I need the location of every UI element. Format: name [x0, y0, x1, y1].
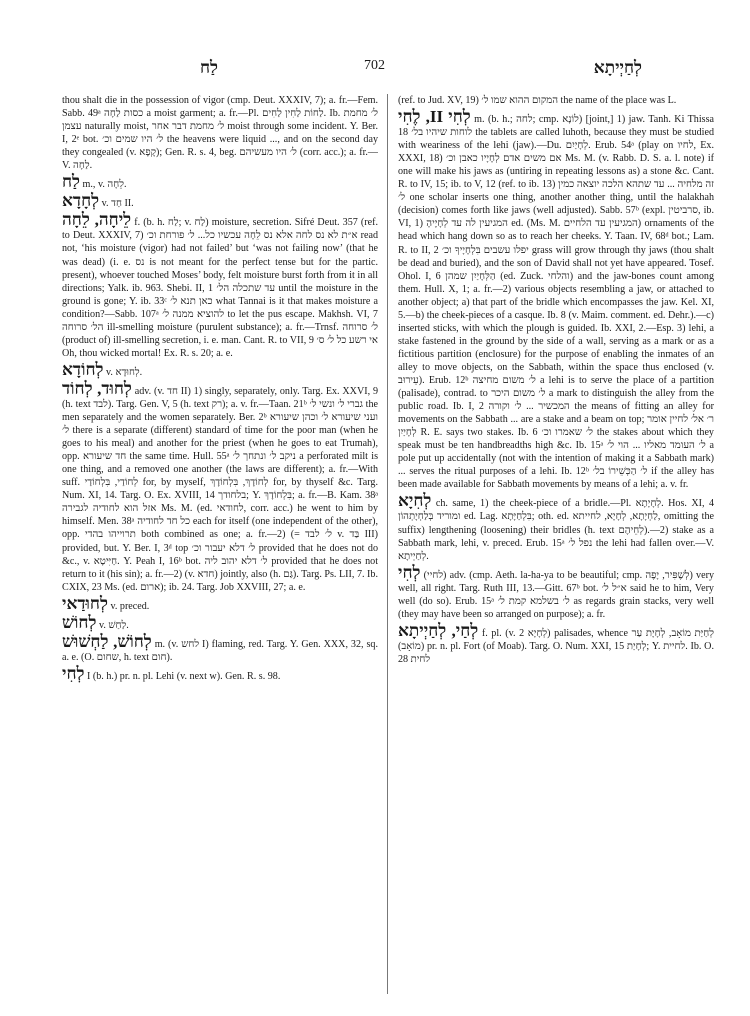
entry-headword: לְחוֹשׁ, לַחְשׁוּשׁ	[62, 631, 152, 651]
dictionary-entry	[62, 359, 378, 379]
entry-headword: לְחָדָא	[62, 191, 100, 211]
entry-text: f. pl. (v. לְחָיָא 2) palisades, whence לְחַיַּת מוֹאָב, לְחָיָת עַר (מוֹאָב) pr. n. pl. Fort (of Moab). Targ. O. Num. XXI, 15 לְחָיַת; Y. לחיית. Ib. O. 28 לחית	[398, 627, 714, 665]
dictionary-entry	[398, 109, 714, 491]
entry-text: v. לְחוּדָא.	[106, 366, 143, 378]
entry-headword: לְחִיָא	[398, 491, 432, 511]
entry-text: f. (b. h. לַח; v. לַח) moisture, secretion. Sifré Deut. 357 (ref. to Deut. XXXIV, 7) א״ת לא נס לחה אלא נס לֵחָה עכשיו כל... ל׳ פורחת וכ׳ read not, ‘his moisture (vigor) had not failed’ but ‘was not failing now’ (that he was dead) (i. e. נס is not meant for the perfect tense but for the partic. present), whoever touched Moses’ body, felt moisture burst forth from it in all directions; Yalk. ib. 963. Shebi. II, 1 עד שתכלה הל׳ until the moisture in the ground is gone; Y. ib. 33ᶜ כאן תנא ל׳ what Tannai is it that makes moisture a condition?—Sabb. 107ᵃ להוציא ממנה ל׳ to let the pus escape. Makhsh. VI, 7 הל׳ סרוחה ill-smelling moisture (purulent substance); a. fr.—Trnsf. ל׳ סרוחה (product of) ill-smelling secretion, i. e. man. Cant. R. to VII, 9 אי רשע כל ל׳ ס׳ Oh, thou wicked mortal! Ex. R. s. 20; a. e.	[62, 217, 378, 359]
page-number: 702	[364, 58, 385, 73]
entry-text: (לחיי) adv. (cmp. Aeth. la-ha-ya to be beautiful; cmp. לְשֶׁפִּיר, יָפֶה) very well, all right. Targ. Ruth III, 13.—Gitt. 67ᵇ bot. א״ל ל׳ said he to him, Very well (do so). Erub. 15ᵃ ל׳ בשלמא קמת ל׳ as regards grain stacks, very well (they may have been so arranged on purpose); a. fr.	[398, 569, 714, 620]
dictionary-entry	[398, 562, 714, 621]
entry-headword: לְחַי, לְחַיְיתָא	[398, 620, 479, 640]
dictionary-entry	[62, 212, 378, 360]
entry-headword: לְחִי	[398, 562, 421, 582]
entry-text: ch. same, 1) the cheek-piece of a bridle.—Pl. לְחָיָתָא. Hos. XI, 4 ומוריד בְּלַחְיָתְהוֹן ed. Lag. בִּלְחַיָּתָא; oth. ed. לַחְיָתָא, לְחָיָא, לחייתא, omitting the suffix) lengthening (loosening) their bridles (h. text לְחֵיהֶם).—2) stake as a Sabbath mark, lehi, v. preced. Erub. 15ᵃ נפל ל׳ the lehi had fallen over.—V. לְחַיְיתָא.	[398, 498, 714, 562]
dictionary-entry	[398, 94, 714, 107]
left-column	[62, 94, 378, 999]
dictionary-entry	[62, 94, 378, 172]
page-header	[62, 58, 722, 82]
entry-text: v. לַחַשׁ.	[98, 619, 129, 631]
entry-text: I (b. h.) pr. n. pl. Lehi (v. next w). Gen. R. s. 98.	[87, 670, 281, 682]
entry-headword: לַח	[62, 172, 81, 192]
entry-headword: לְחִי II, לֶחִי	[398, 107, 471, 127]
entry-text: (ref. to Jud. XV, 19) המקום ההוא שמו ל׳ the name of the place was L.	[398, 95, 677, 106]
dictionary-entry	[62, 193, 378, 210]
dictionary-entry	[62, 631, 378, 664]
dictionary-entry	[398, 493, 714, 562]
entry-text: v. חַד II.	[101, 198, 134, 210]
entry-text: m. (v. לחש I) flaming, red. Targ. Y. Gen. XXX, 32, sq. a. e. (O. שחום, h. text חום).	[62, 638, 378, 663]
dictionary-entry	[62, 612, 378, 632]
entry-text: m. (b. h.; לחה; cmp. לוֹנָא) [joint,] 1) jaw. Tanh. Ki Thissa 18 לוחות שיהיו בל׳ the tablets are called luhoth, because they must be studied with weariness of the lehi (jaw).—Du. לְחָיַיִם. Erub. 54ᵃ (play on לחיו, Ex. XXXI, 18) אם משים אדם לְחָיָיו כאבן וכ׳ Ms. M. (v. Rabb. D. S. a. l. note) if one will make his jaws as (untiring in repeating lessons as) a stone &c. Cant. R. to IV, 15; ib. to V, 12 (ref. to ib. 13) זה מלחיה ... עד שתהא הלכה יוצאה כמין ל׳ one scholar inserts one thing, another another thing, until the halakhah (decision) comes forth like jaws (well adjusted). Sabb. 57ᵇ (expl. סרביטין, ib. VI, 1) המגיעין לה עד לְחָיֶיהָ ed. (Ms. M. המגיעין עד הלחיים) ornaments of the head which hang down so as to reach her cheeks. Y. Taan. IV, 68ᵈ bot.; Lam. R. to II, 2 יפלו עשבים בִּלְחָיָיךָ וכ׳ grass will grow through thy jaws (thou shalt be dead and buried), and the son of David shall not yet have appeared. Tosef. Ohol. I, 6 הַלְּחָיַיִן שמהן (ed. Zuck. והלחי) and the jaw-bones count among them. Hull. X, 1; a. fr.—2) various objects resembling a jaw, or attached to another object; a) that part of the bridle which encompasses the jaw. Kel. XI, 5.—b) the cheek-pieces of a casque. Ib. 8 (v. Maim. comment. ed. Dehr.).—c) inserted sticks, with which the plough is guided. Ib. XXI, 2.—Esp. 3) lehi, a stake fastened in the ground by the side of a wall, serving as a mark or as a fictitious partition (enclosure) for the purpose of enabling the inmates of an alley to move objects, on the Sabbath, within the space thus enclosed (v. עֵירוּב). Erub. 12ᵇ ל׳ משום מחיצה a lehi is to serve the place of a partition (palisade), contrad. to ל׳ משום היכר a mark to distinguish the alley from the public road. Ib. I, 2 המכשיר ... ל׳ וקורה the means of fitting an alley for movements on the Sabbath ... are a stake and a beam on top; ר׳ אל׳ לחיין אומר לְחָיַיִן R. E. says two stakes. Ib. 6 ל׳ שאמרו וכ׳ the stakes about which they speak must be ten handbreadths high &c. Ib. 15ᵃ ל׳ העומד מאליו ... הוי ל׳ a pole put up accidentally (not with the intention of making it a Sabbath mark) ... serves the ritual purposes of a lehi. Ib. 12ᵇ ל׳ הַכְּשֵׁירוֹ בל׳ if the alley has been made available for Sabbath movements by means of a lehi; a. v. fr.	[398, 114, 714, 491]
entry-text: adv. (v. חד II) 1) singly, separately, only. Targ. Ex. XXVI, 9 (h. text לבד). Targ. Gen. V, 5 (h. text רק); a. v. fr.—Taan. 21ᵇ גברי ל׳ ונשי ל׳ the men separately and the women separately. Ber. 2ᵇ ועני שיעורא ל׳ וכהן שיעורא ל׳ there is a separate (different) standard of time for the poor man (when he goes to his meal) and another for the priest (when he goes to eat Trumah), opp. חד שיעורא the same time. Hull. 55ᵃ ניקב ל׳ ונתחך ל׳ a perforated milt is one thing, and a removed one another (the laws are different); a. fr.—With suff. לְחוֹדַי, בִּלְחוֹדַי for, by myself, לְחוֹדָךְ, בִּלְחוֹדָךְ for, by thyself &c. Targ. Num. XI, 14. Targ. O. Ex. XVIII, 14 בלחודך; Y. בִּלְחוֹדָךְ; a. fr.—B. Kam. 38ᵃ אזל הוא לחודיה לגבירה Ms. M. (ed. לחודאי, corr. acc.) he went to him by himself. Men. 38ᵃ כל חד לחודיה each for itself (one independent of the other), opp. תרוייהו בהדי both combined as one; a. fr.—2) (= ל׳ לבד v. בַּד III) provided, but. Y. Ber. I, 3ᵈ top ל׳ דלא יעבור וכ׳ provided that he does not do &c., v. חַיִּיטָא. Y. Peah I, 16ᵇ bot. ל׳ דלא יהוב ליה provided that he does not return to it (his sin); a. fr.—2) (v. חדא) jointly, also (h. גַּם). Targ. Ps. LII, 7. Ib. CXIX, 23 Ms. (ed. ארום); ib. 24. Targ. Job XXVIII, 27; a. e.	[62, 385, 378, 593]
dictionary-entry	[62, 378, 378, 594]
entry-text: m., v. לֵחָה.	[82, 179, 127, 191]
dictionary-entry	[62, 663, 378, 683]
entry-text: v. preced.	[110, 600, 150, 612]
entry-headword: לְחוּד, לְחוֹד	[62, 378, 132, 398]
entry-text: thou shalt die in the possession of vigor (cmp. Deut. XXXIV, 7); a. fr.—Fem. Sabb. 49ᵃ כסות לַחָה a moist garment; a. fr.—Pl. לַחוֹת לַחִין לַחִים. Ib. ל׳ מחמת עצמן naturally moist, ל׳ מחמת דבר אחר moist through some incident. Y. Ber. I, 2ᵉ bot. ל׳ היו שמים וכ׳ the heavens were liquid ..., and on the second day they congealed (v. קָפָא); Gen. R. s. 4, beg. ל׳ היו מעשיהם (corr. acc.); a. fr.—V. לַחָה.	[62, 95, 378, 172]
right-column	[398, 94, 714, 999]
entry-headword: לְחוֹשׁ	[62, 612, 97, 632]
entry-headword: לְחוּדַאי	[62, 593, 108, 613]
running-head-right: לְחַיְיתָא	[593, 58, 642, 78]
entry-headword: לֵיחָה, לֵחָה	[62, 210, 132, 230]
column-divider	[387, 94, 388, 994]
entry-headword: לְחוֹדָא	[62, 359, 104, 379]
dictionary-entry	[62, 593, 378, 613]
dictionary-entry	[398, 620, 714, 666]
dictionary-entry	[62, 174, 378, 191]
entry-headword: לְחִי	[62, 663, 85, 683]
running-head-left: לַח	[200, 58, 219, 78]
